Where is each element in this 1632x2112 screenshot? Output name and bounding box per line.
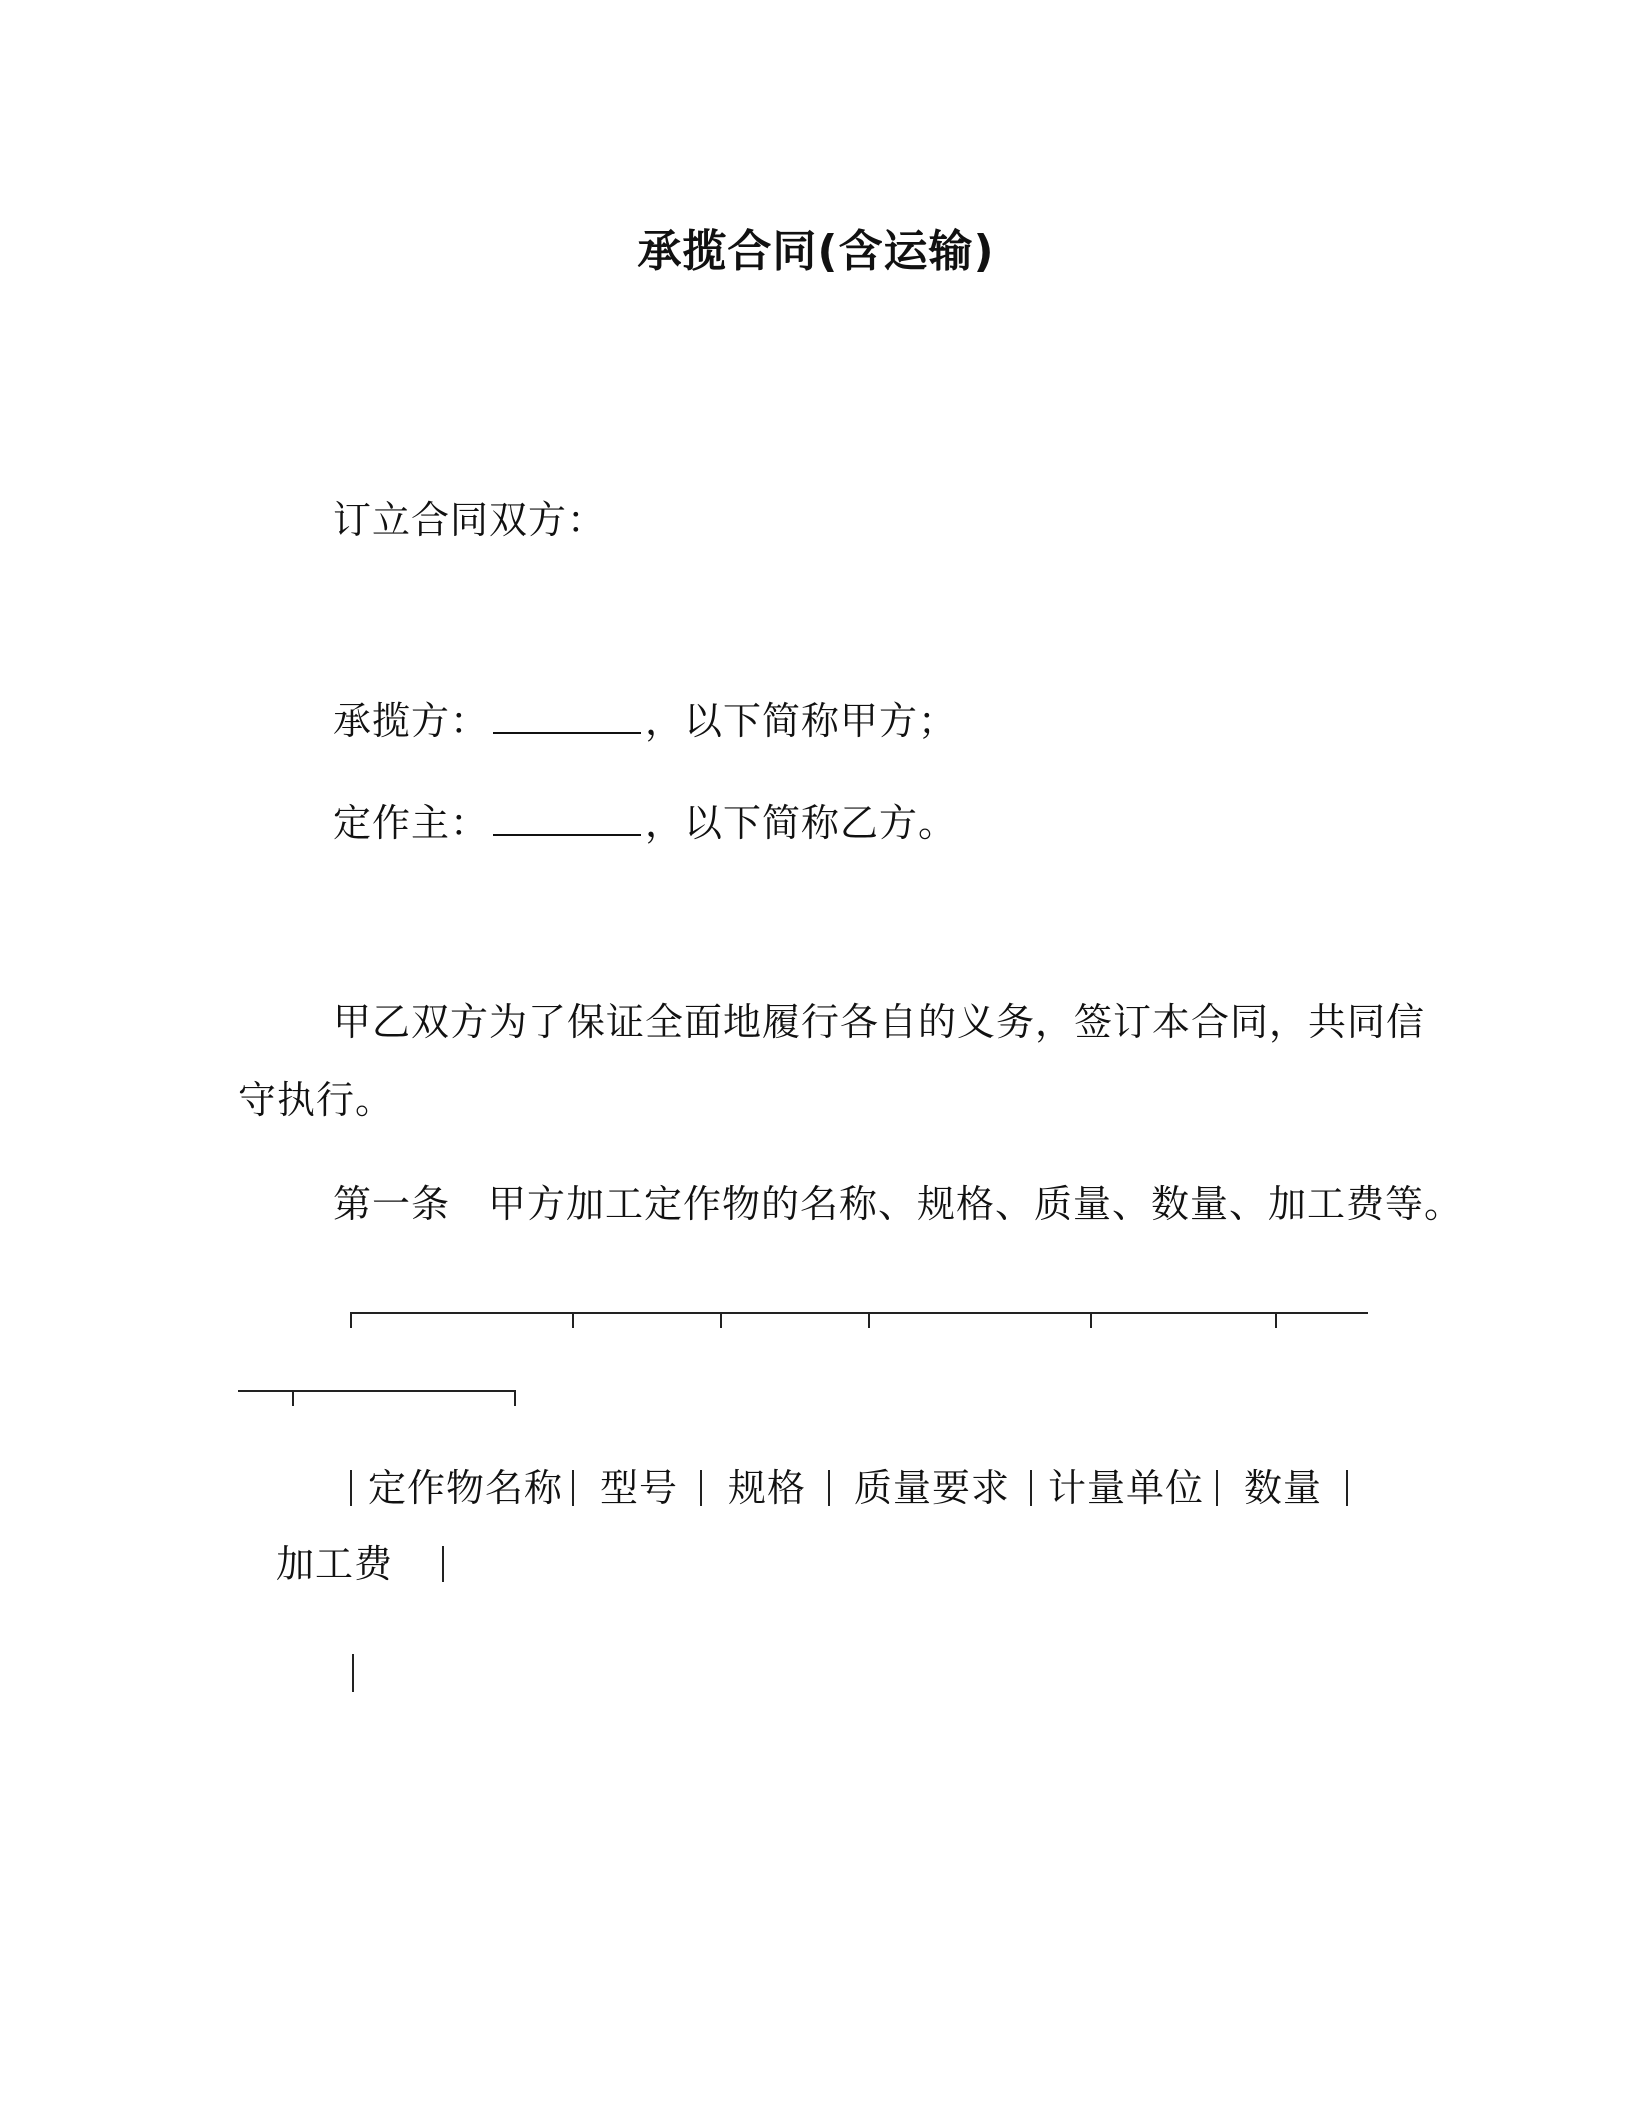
contractor-name-blank bbox=[493, 696, 641, 734]
contractor-line bbox=[333, 696, 957, 745]
table-separator bbox=[1030, 1470, 1032, 1506]
table-tick bbox=[868, 1312, 870, 1328]
table-separator bbox=[1216, 1470, 1218, 1506]
article-1-text: 甲方加工定作物的名称、规格、质量、数量、加工费等。 bbox=[488, 1182, 1464, 1226]
document-title: 承揽合同(含运输) bbox=[637, 226, 995, 277]
table-separator bbox=[1346, 1470, 1348, 1506]
table-top-line-wrapped bbox=[238, 1390, 514, 1392]
table-separator bbox=[350, 1470, 352, 1506]
intro-paragraph-line-1: 甲乙双方为了保证全面地履行各自的义务，签订本合同，共同信 bbox=[333, 1000, 1426, 1044]
table-tick bbox=[720, 1312, 722, 1328]
column-header-quality: 质量要求 bbox=[854, 1466, 1011, 1510]
contractor-label: 承揽方： bbox=[333, 699, 490, 743]
article-1 bbox=[333, 1180, 1463, 1228]
client-name-blank bbox=[493, 798, 641, 836]
column-header-item-name: 定作物名称 bbox=[368, 1466, 564, 1510]
table-tick bbox=[514, 1390, 516, 1406]
table-separator bbox=[442, 1546, 444, 1582]
article-1-number: 第一条 bbox=[333, 1182, 451, 1226]
column-header-unit: 计量单位 bbox=[1048, 1466, 1205, 1510]
client-suffix: ，以下简称乙方。 bbox=[645, 801, 958, 845]
contractor-suffix: ，以下简称甲方； bbox=[645, 699, 958, 743]
intro-paragraph-line-2: 守执行。 bbox=[238, 1078, 395, 1122]
column-header-model: 型号 bbox=[600, 1466, 679, 1510]
table-separator bbox=[572, 1470, 574, 1506]
table-separator bbox=[828, 1470, 830, 1506]
client-label: 定作主： bbox=[333, 801, 490, 845]
table-tick bbox=[1090, 1312, 1092, 1328]
table-tick bbox=[292, 1390, 294, 1406]
table-tick bbox=[572, 1312, 574, 1328]
parties-heading: 订立合同双方： bbox=[333, 498, 607, 542]
table-tick bbox=[1275, 1312, 1277, 1328]
table-top-line bbox=[350, 1312, 1368, 1314]
column-header-quantity: 数量 bbox=[1244, 1466, 1323, 1510]
table-separator bbox=[700, 1470, 702, 1506]
column-header-fee: 加工费 bbox=[276, 1542, 394, 1586]
table-row-separator bbox=[352, 1654, 354, 1692]
client-line bbox=[333, 798, 957, 847]
column-header-spec: 规格 bbox=[728, 1466, 807, 1510]
table-tick bbox=[350, 1312, 352, 1328]
